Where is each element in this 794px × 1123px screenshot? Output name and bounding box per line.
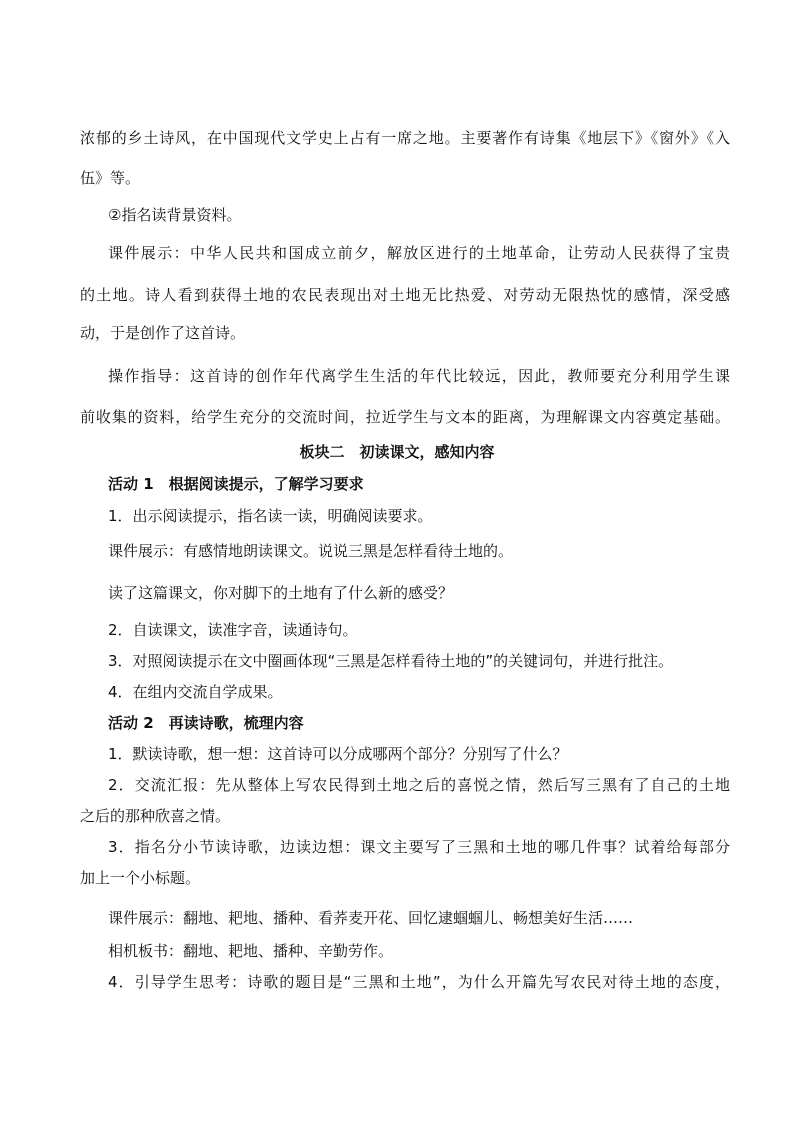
paragraph-line: 4．在组内交流自学成果。 [108,683,283,701]
paragraph-line: 1．默读诗歌，想一想：这首诗可以分成哪两个部分？分别写了什么？ [108,745,568,763]
paragraph-line: 加上一个小标题。 [80,869,201,887]
activity-heading: 活动 1 根据阅读提示，了解学习要求 [108,475,364,493]
paragraph-line: 2．交流汇报：先从整体上写农民得到土地之后的喜悦之情，然后写三黑有了自己的土地 [108,776,730,794]
paragraph-line: 1．出示阅读提示，指名读一读，明确阅读要求。 [108,507,433,525]
paragraph-line: 读了这篇课文，你对脚下的土地有了什么新的感受？ [108,584,454,602]
paragraph-line: 3．对照阅读提示在文中圈画体现“三黑是怎样看待土地的”的关键词句，并进行批注。 [108,652,674,670]
paragraph-line: 动，于是创作了这首诗。 [80,324,246,342]
paragraph-line: 之后的那种欣喜之情。 [80,807,231,825]
paragraph-line: 4．引导学生思考：诗歌的题目是“三黑和土地”，为什么开篇先写农民对待土地的态度， [108,973,730,991]
paragraph-line: 课件展示：中华人民共和国成立前夕，解放区进行的土地革命，让劳动人民获得了宝贵 [108,244,730,262]
section-heading: 板块二 初读课文，感知内容 [299,443,495,461]
paragraph-line: 操作指导：这首诗的创作年代离学生生活的年代比较远，因此，教师要充分利用学生课 [108,367,730,385]
paragraph-line: 的土地。诗人看到获得土地的农民表现出对土地无比热爱、对劳动无限热忱的感情，深受感 [80,286,730,304]
paragraph-line: 3．指名分小节读诗歌，边读边想：课文主要写了三黑和土地的哪几件事？试着给每部分 [108,838,730,856]
paragraph-line: 课件展示：翻地、耙地、播种、看荞麦开花、回忆逮蝈蝈儿、畅想美好生活…… [108,909,634,927]
paragraph-line: 伍》等。 [80,169,141,187]
paragraph-line: ②指名读背景资料。 [108,206,242,224]
paragraph-line: 前收集的资料，给学生充分的交流时间，拉近学生与文本的距离，为理解课文内容奠定基础。 [80,408,730,426]
paragraph-line: 浓郁的乡土诗风，在中国现代文学史上占有一席之地。主要著作有诗集《地层下》《窗外》《入 [80,129,730,147]
paragraph-line: 课件展示：有感情地朗读课文。说说三黑是怎样看待土地的。 [108,542,514,560]
paragraph-line: 相机板书：翻地、耙地、播种、辛勤劳作。 [108,942,394,960]
paragraph-line: 2．自读课文，读准字音，读通诗句。 [108,621,358,639]
activity-heading: 活动 2 再读诗歌，梳理内容 [108,714,304,732]
